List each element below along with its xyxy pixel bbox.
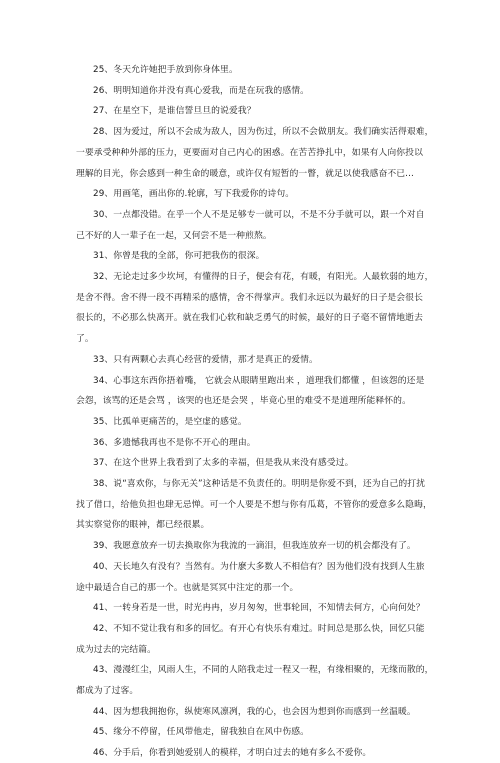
item-text: 26、明明知道你并没有真心爱我，而是在玩我的感情。 [93,85,310,96]
item-text: 41、一转身若是一世，时光冉冉，岁月匆匆，世事轮回，不知情去何方，心向何处？ [93,603,425,614]
item-text: 46、分手后，你看到她爱别人的模样，才明白过去的她有多么不爱你。 [93,748,372,759]
item-text: 29、用画笔，画出你的.轮廓，写下我爱你的诗句。 [93,189,295,200]
item-text: 28、因为爱过，所以不会成为敌人，因为伤过，所以不会做朋友。我们确实活得艰难， [93,127,434,138]
item-28 [0,122,500,142]
item-text: 会怨，该骂的还是会骂 ，该哭的也还是会哭 ，毕竟心里的难受不是道理所能释怀的。 [76,396,411,407]
item-28-cont [0,143,500,163]
item-text: 38、说“喜欢你，与你无关”这种话是不负责任的。明明是你爱不到，还为自己的打扰 [93,479,426,489]
item-text: 34、心事这东西你捂着嘴， 它就会从眼睛里跑出来 ，道理我们都懂 ，但该怨的还是 [93,375,425,386]
item-44 [0,702,500,722]
item-40 [0,557,500,577]
item-text: 31、你曾是我的全部，你可把我伤的很深。 [93,251,265,262]
item-text: 36、多遗憾我再也不是你不开心的理由。 [93,437,256,448]
item-35 [0,412,500,432]
item-38 [0,474,500,494]
item-28-cont [0,164,500,184]
item-33 [0,350,500,370]
item-text: 44、因为想我拥抱你，纵使寒风凛冽，我的心，也会因为想到你而感到一丝温暖。 [93,706,416,717]
item-text: 33、只有两颗心去真心经营的爱情，那才是真正的爱情。 [93,354,318,365]
item-text: 35、比孤单更痛苦的，是空虚的感觉。 [93,416,247,427]
item-text: 27、在星空下，是谁信誓旦旦的说爱我？ [93,106,256,117]
item-37 [0,453,500,473]
item-text: 都成为了过客。 [76,686,139,696]
item-text: 很长的，不必那么快离开。就在我们心软和缺乏勇气的时候，最好的日子毫不留情地逝去 [76,313,423,324]
item-34-cont [0,391,500,411]
item-40-cont [0,578,500,598]
item-text: 己不好的人一辈子在一起，又何尝不是一种煎熬。 [76,230,272,241]
item-text: 找了借口，给他负担也肆无忌惮。可一个人要是不想与你有瓜葛，不管你的爱意多么隐晦， [76,499,432,510]
item-text: 是舍不得。舍不得一段不再精采的感情，舍不得掌声。我们永远以为最好的日子是会很长 [76,292,423,303]
item-32-cont [0,329,500,349]
item-27 [0,101,500,121]
item-30-cont [0,226,500,246]
item-32-cont [0,308,500,328]
item-25 [0,60,500,80]
item-42 [0,619,500,639]
item-38-cont [0,515,500,535]
item-text: 32、无论走过多少坎坷，有懂得的日子，便会有花，有暖，有阳光。人最软弱的地方， [93,272,434,282]
item-45 [0,722,500,742]
item-text: 37、在这个世界上我看到了太多的幸福，但是我从来没有感受过。 [93,458,354,469]
item-41 [0,598,500,618]
item-31 [0,246,500,266]
item-43-cont [0,681,500,701]
item-38-cont [0,495,500,515]
item-text: 一要承受种种外部的压力，更要面对自己内心的困惑。在苦苦挣扎中，如果有人向你投以 [76,147,423,158]
item-text: 43、漫漫红尘，风雨人生，不同的人陪我走过一程又一程，有缘相聚的，无缘而散的， [93,665,434,676]
item-34 [0,371,500,391]
item-text: 25、冬天允许她把手放到你身体里。 [93,65,238,75]
item-text: 40、天长地久有没有？当然有。为什麽大多数人不相信有？因为他们没有找到人生旅 [93,561,425,572]
item-text: 其实察觉你的眼神，都已经很累。 [76,520,210,531]
item-26 [0,81,500,101]
item-29 [0,184,500,204]
item-text: 45、缘分不停留，任风带他走，留我独自在风中伤感。 [93,727,310,738]
item-42-cont [0,640,500,660]
item-text: 成为过去的完结篇。 [76,644,157,655]
item-43 [0,660,500,680]
item-text: 途中最适合自己的那一个。也就是冥冥中注定的那一个。 [76,582,299,593]
item-32 [0,267,500,287]
item-32-cont [0,288,500,308]
item-46 [0,743,500,763]
item-text: 理解的目光，你会感到一种生命的暖意，或许仅有短暂的一瞥，就足以使我感奋不已... [76,168,414,179]
item-30 [0,205,500,225]
item-36 [0,433,500,453]
item-text: 30、一点都没错。在乎一个人不是足够专一就可以，不是不分手就可以，跟一个对自 [93,209,425,220]
item-39 [0,536,500,556]
item-text: 42、不知不觉让我有和多的回忆。有开心有快乐有难过。时间总是那么快，回忆只能 [93,623,425,634]
item-text: 39、我愿意放弃一切去换取你为我流的一滴泪，但我连放弃一切的机会都没有了。 [93,541,416,552]
item-text: 了。 [76,334,94,345]
